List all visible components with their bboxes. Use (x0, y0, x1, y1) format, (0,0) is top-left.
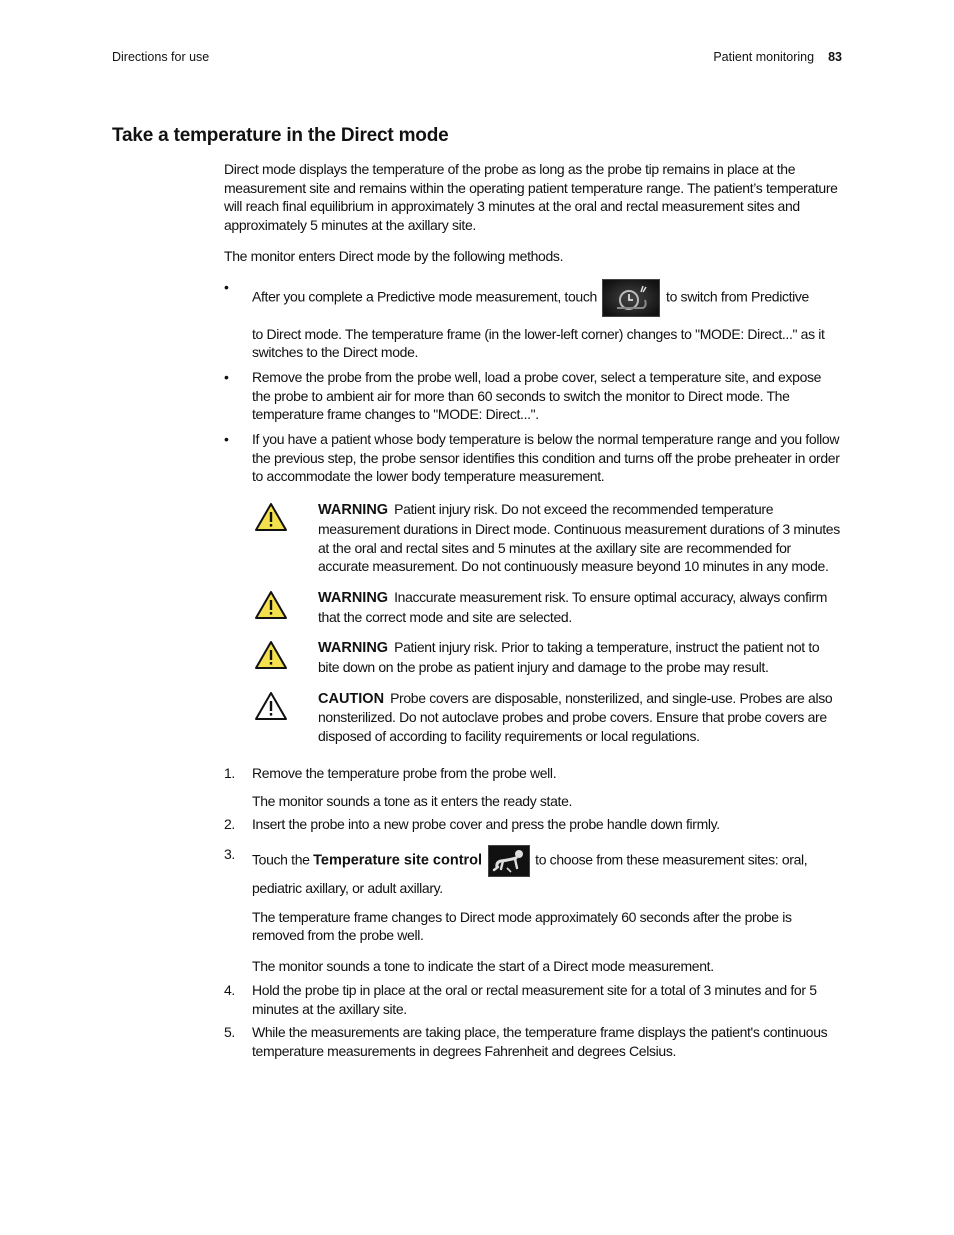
bullet-item (224, 430, 840, 486)
step-item (224, 815, 840, 834)
running-header-right (713, 50, 842, 64)
warning-notice (224, 500, 840, 576)
bullet-item (224, 278, 840, 362)
warning-notice (224, 638, 840, 676)
bullet-marker: • (224, 278, 229, 295)
step-number: 4. (224, 981, 235, 998)
section-name: Patient monitoring (713, 50, 815, 64)
step-number: 2. (224, 816, 235, 833)
step-item (224, 1023, 840, 1060)
notice-keyword: CAUTION (318, 690, 385, 707)
step-number: 3. (224, 845, 235, 862)
notice-text: Inaccurate measurement risk. To ensure optimal accuracy, always confirm that the correct mode and site are selected. (318, 588, 828, 625)
control-name: Temperature site control (313, 852, 483, 869)
notice-keyword: WARNING (318, 502, 389, 519)
step-text: Hold the probe tip in place at the oral or rectal measurement site for a total of 3 minutes and for 5 minutes at the axillary site. (252, 981, 817, 1017)
notice-keyword: WARNING (318, 589, 389, 606)
procedure-steps (224, 764, 840, 1061)
step-number: 5. (224, 1024, 235, 1041)
intro-paragraph: Direct mode displays the temperature of the probe as long as the probe tip remains in place at the measurement site and remains within the operating patient temperature range. The patient’s temperature will reach final equilibrium in approximately 3 minutes at the oral and rectal measurement sites and approximately 5 minutes at the axillary site. (224, 161, 838, 234)
notice-text: Patient injury risk. Do not exceed the recommended temperature measurement durations in Direct mode. Continuous measurement durations of 3 minutes at the oral and rectal sites and 5 minutes at the axillary site are recommended for accurate measurement. Do not continuously measure beyond 10 minutes in any mode. (318, 501, 840, 575)
bullet-text: After you complete a Predictive mode measurement, touch to switch from Predictive (252, 278, 840, 317)
notice-text: Patient injury risk. Prior to taking a temperature, instruct the patient not to bite down on the probe as patient injury and damage to the probe may result. (318, 639, 820, 676)
bullet-text: Remove the probe from the probe well, load a probe cover, select a temperature site, and expose the probe to ambient air for more than 60 seconds to switch the monitor to Direct mode. The temperature frame changes to "MODE: Direct...". (252, 368, 822, 423)
step-text: Touch the Temperature site control to choose from these measurement sites: oral, (252, 839, 840, 877)
step-text: Insert the probe into a new probe cover and press the probe handle down firmly. (252, 816, 720, 833)
crawling-baby-icon[interactable] (488, 845, 530, 877)
caution-triangle-icon (254, 691, 288, 721)
step-number: 1. (224, 764, 235, 781)
methods-intro: The monitor enters Direct mode by the following methods. (224, 247, 564, 264)
warning-triangle-icon (254, 590, 288, 620)
step-text: Remove the temperature probe from the probe well. (252, 764, 557, 781)
page-number: 83 (828, 50, 842, 64)
step-item (224, 981, 840, 1018)
safety-notices (224, 500, 840, 746)
step-item (224, 764, 840, 810)
bullet-text: If you have a patient whose body temperature is below the normal temperature range and you follow the previous step, the probe sensor identifies this condition and turns off the probe preheater in order to accommodate the lower body temperature measurement. (252, 431, 840, 485)
bullet-continuation: to Direct mode. The temperature frame (in the lower-left corner) changes to "MODE: Direct..." as it switches to the Direct mode. (252, 325, 825, 361)
notice-keyword: WARNING (318, 640, 389, 657)
step-note: The temperature frame changes to Direct mode approximately 60 seconds after the probe is removed from the probe well. (252, 908, 792, 944)
warning-triangle-icon (254, 502, 288, 532)
running-header-left: Directions for use (112, 50, 210, 64)
bullet-marker: • (224, 368, 229, 385)
warning-notice (224, 588, 840, 626)
main-content (224, 160, 840, 1066)
snail-clock-icon[interactable] (602, 279, 660, 317)
step-continuation: pediatric axillary, or adult axillary. (252, 879, 443, 896)
caution-notice (224, 689, 840, 746)
warning-triangle-icon (254, 640, 288, 670)
step-note: The monitor sounds a tone as it enters the ready state. (252, 792, 573, 809)
notice-text: Probe covers are disposable, nonsterilized, and single-use. Probes are also nonsterilized. Do not autoclave probes and probe covers. Ensure that probe covers are disposed of according to facility requirements or local regulations. (318, 689, 833, 745)
bullet-item (224, 368, 840, 424)
bullet-marker: • (224, 431, 229, 448)
section-title: Take a temperature in the Direct mode (112, 125, 449, 146)
step-note: The monitor sounds a tone to indicate the start of a Direct mode measurement. (252, 958, 714, 975)
step-text: While the measurements are taking place, the temperature frame displays the patient's continuous temperature measurements in degrees Fahrenheit and degrees Celsius. (252, 1024, 828, 1059)
step-item (224, 839, 840, 976)
